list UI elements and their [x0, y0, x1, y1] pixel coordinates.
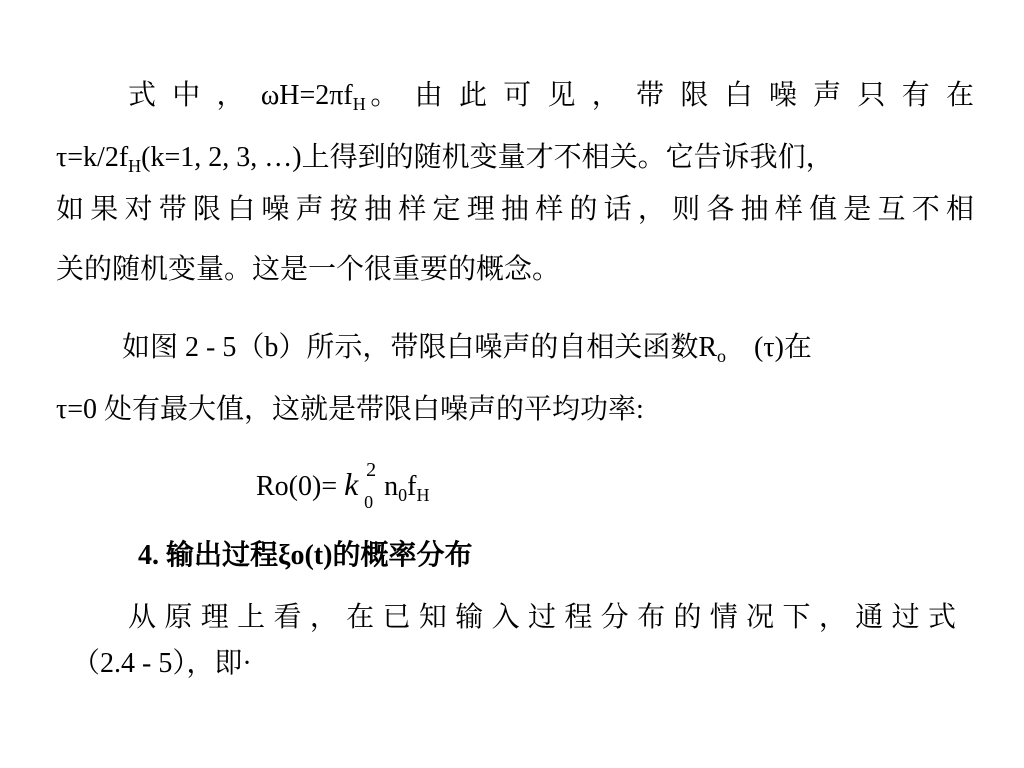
paragraph1-line1	[56, 78, 974, 122]
formula-n: n	[384, 471, 399, 502]
paragraph3-line2: （2.4 - 5），即·	[72, 648, 252, 679]
p1-line1-lead: 式 中 ，	[128, 80, 261, 111]
r-subscript: o	[717, 346, 727, 366]
paragraph2-line1	[122, 330, 982, 374]
formula-f-subscript: H	[416, 485, 430, 505]
omega-h-subscript: H	[352, 94, 366, 114]
formula-k-exponent: 2	[366, 459, 377, 481]
p1-line1-rest: 。 由 此 可 见 ， 带 限 白 噪 声 只 有 在	[365, 80, 974, 111]
section-heading: 4. 输出过程ξo(t)的概率分布	[138, 540, 473, 571]
formula-f: f	[407, 471, 417, 502]
p2-line1-rest: (τ)在	[754, 332, 812, 363]
formula-n-subscript: 0	[398, 485, 408, 505]
power-formula	[256, 459, 430, 513]
tau-expression: τ=k/2f	[56, 142, 129, 173]
p1-line2-rest: (k=1, 2, 3, …)上得到的随机变量才不相关。它告诉我们，	[141, 142, 834, 173]
paragraph1-line3: 如果对带限白噪声按抽样定理抽样的话，则各抽样值是互不相	[56, 194, 974, 225]
formula-k0-squared	[344, 459, 384, 512]
paragraph1-line4: 关的随机变量。这是一个很重要的概念。	[56, 254, 561, 285]
formula-k: k	[344, 466, 359, 502]
paragraph3-line1: 从原理上看，在已知输入过程分布的情况下，通过式	[128, 602, 956, 633]
tau-subscript: H	[128, 156, 142, 176]
p2-line1-lead: 如图 2 - 5（b）所示，带限白噪声的自相关函数R	[122, 332, 718, 363]
paragraph2-line2: τ=0 处有最大值，这就是带限白噪声的平均功率:	[56, 394, 644, 425]
paragraph1-line2	[56, 140, 996, 184]
formula-lhs: Ro(0)=	[256, 471, 338, 502]
omega-h-expression: ωH=2πf	[260, 80, 353, 111]
formula-k-subscript: 0	[364, 492, 374, 512]
